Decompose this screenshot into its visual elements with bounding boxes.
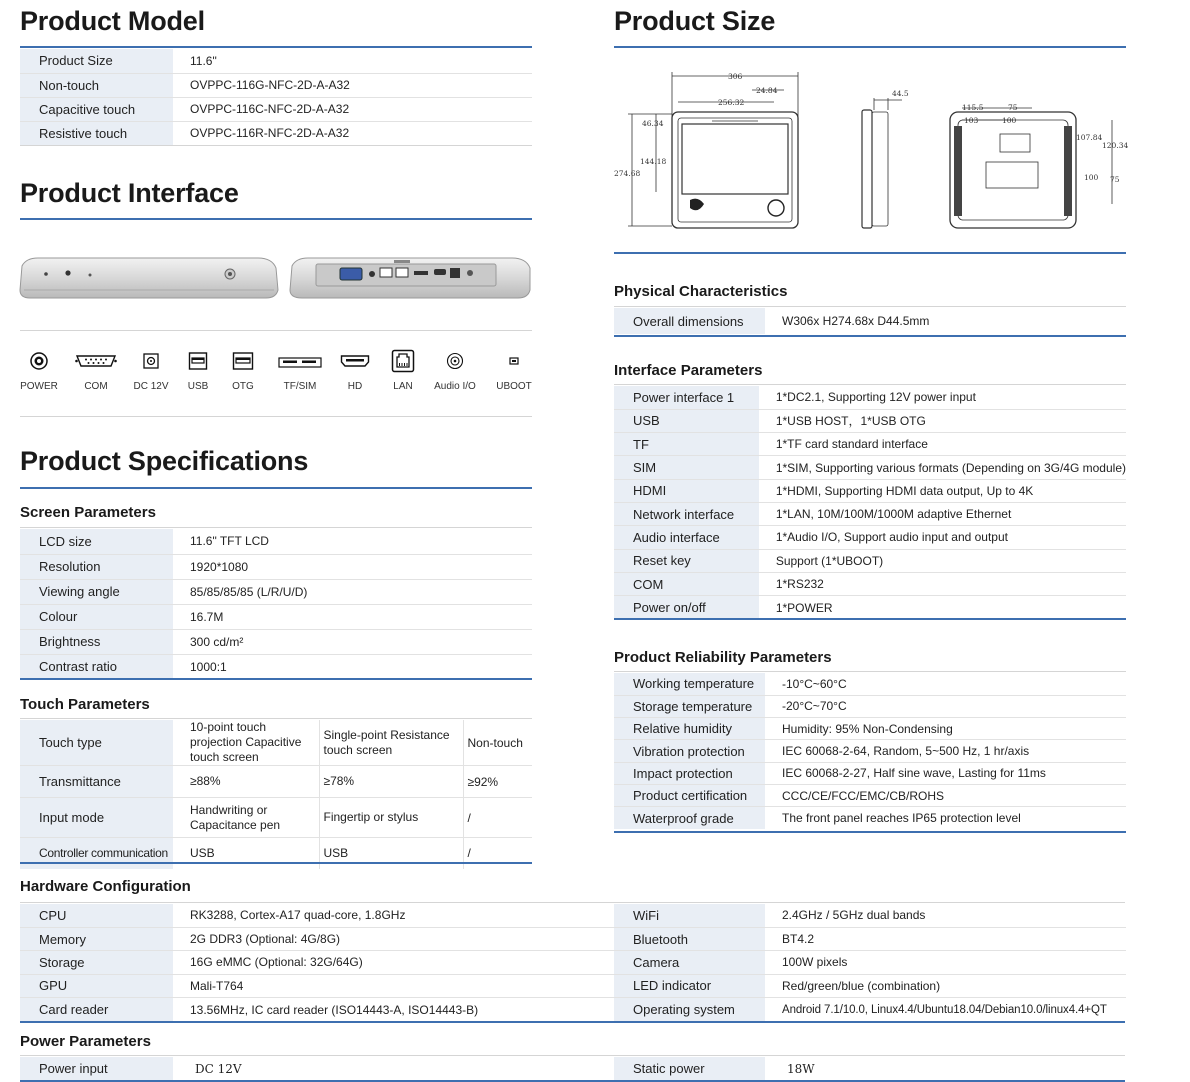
table-row (614, 409, 1126, 432)
table-row (614, 526, 1126, 549)
table-row (20, 798, 532, 838)
table-row (614, 479, 1126, 502)
row-label: Non-touch (20, 73, 173, 97)
dimension-drawing (612, 68, 1128, 236)
touch-parameters-table (20, 720, 532, 869)
row-label: Reset key (614, 549, 759, 572)
dim-mount-c: 103 (964, 116, 979, 125)
interface-com (66, 345, 126, 392)
row-label: Storage temperature (614, 695, 765, 717)
row-label: Storage (20, 951, 173, 974)
row-label: Controller communication (20, 838, 173, 869)
tf-sim-slot-icon (270, 345, 330, 377)
row-value: Humidity: 95% Non-Condensing (765, 718, 1126, 740)
row-value: BT4.2 (765, 927, 1126, 950)
interface-audio (425, 345, 485, 392)
row-value: 100W pixels (765, 951, 1126, 974)
product-model-title: Product Model (20, 6, 205, 36)
power-port-icon (9, 345, 69, 377)
table-row (614, 572, 1126, 595)
divider (20, 902, 1125, 903)
row-value: 1*POWER (775, 600, 833, 615)
table-row (614, 596, 1126, 619)
row-value: IEC 60068-2-27, Half sine wave, Lasting for 11ms (765, 762, 1126, 784)
section-rule (20, 1021, 1125, 1023)
row-label: Power interface 1 (614, 386, 759, 409)
table-row (614, 1057, 1126, 1080)
row-value: / (463, 838, 532, 869)
divider (614, 384, 1126, 385)
row-value: 85/85/85/85 (L/R/U/D) (173, 579, 532, 604)
row-label: USB (614, 409, 759, 432)
row-value: ≥88% (173, 766, 319, 798)
table-row (20, 529, 532, 554)
row-label: Viewing angle (20, 579, 173, 604)
row-label: Memory (20, 927, 173, 950)
row-value: CCC/CE/FCC/EMC/CB/ROHS (765, 784, 1126, 806)
row-label: Power on/off (614, 596, 759, 619)
interface-label: UBOOT (496, 381, 532, 392)
dim-inner-width: 256.32 (718, 98, 745, 107)
table-row (614, 502, 1126, 525)
divider (20, 718, 532, 719)
dim-mount-g: 100 (1084, 173, 1099, 182)
table-row (20, 654, 532, 679)
power-parameters-title: Power Parameters (20, 1033, 151, 1050)
interface-label: COM (84, 381, 108, 392)
table-row (614, 974, 1126, 997)
divider (20, 330, 532, 331)
row-label: Touch type (20, 720, 173, 766)
interface-label: POWER (20, 381, 58, 392)
interface-label: LAN (393, 381, 413, 392)
table-row (614, 807, 1126, 829)
row-value: Single-point Resistance touch screen (319, 720, 463, 766)
row-value: 10-point touch projection Capacitive touch screen (173, 720, 319, 766)
section-rule (614, 831, 1126, 833)
screen-parameters-table (20, 529, 532, 679)
row-label: Transmittance (20, 766, 173, 798)
row-value: 1*RS232 (759, 572, 1126, 595)
device-left-side-image (18, 254, 280, 302)
interface-label: Audio I/O (434, 381, 476, 392)
table-row (20, 974, 616, 997)
row-value: -20°C~70°C (765, 695, 1126, 717)
row-value: USB (319, 838, 463, 869)
row-label: GPU (20, 974, 173, 997)
row-value: 16G eMMC (Optional: 32G/64G) (173, 951, 616, 974)
table-row (20, 604, 532, 629)
row-label: Card reader (20, 998, 173, 1021)
row-label: TF (614, 433, 759, 456)
device-port-side-image (288, 254, 532, 302)
table-row (614, 308, 1126, 334)
row-label: Audio interface (614, 526, 759, 549)
otg-port-icon (213, 345, 273, 377)
product-interface-title: Product Interface (20, 178, 239, 208)
interface-label: OTG (232, 381, 254, 392)
row-label: SIM (614, 456, 759, 479)
table-row (20, 927, 616, 950)
row-value: 11.6" TFT LCD (173, 529, 532, 554)
table-row (614, 433, 1126, 456)
dim-mount-a: 115.5 (962, 103, 984, 112)
hardware-left-table (20, 904, 616, 1021)
table-row (20, 73, 532, 97)
row-label: Bluetooth (614, 927, 765, 950)
table-row (20, 49, 532, 73)
table-row (614, 998, 1126, 1021)
interface-power (9, 345, 69, 392)
dim-bezel-top: 24.84 (756, 86, 778, 95)
row-label: Working temperature (614, 673, 765, 695)
row-label: LED indicator (614, 974, 765, 997)
row-label: Capacitive touch (20, 97, 173, 121)
row-label: Input mode (20, 798, 173, 838)
dim-mount-h: 75 (1110, 175, 1120, 184)
row-value: 1*SIM, Supporting various formats (Depending on 3G/4G module) (759, 456, 1126, 479)
row-label: Vibration protection (614, 740, 765, 762)
row-value: 1*Audio I/O, Support audio input and output (759, 526, 1126, 549)
row-label: Colour (20, 604, 173, 629)
row-value: 18W (787, 1061, 815, 1076)
uboot-button-icon (484, 345, 544, 377)
interface-lan (373, 345, 433, 392)
dim-mount-f: 120.34 (1102, 141, 1128, 150)
row-label: COM (614, 572, 759, 595)
section-rule (614, 618, 1126, 620)
title-rule (614, 46, 1126, 48)
row-value: Support (1*UBOOT) (759, 549, 1126, 572)
lan-port-icon (373, 345, 433, 377)
row-value: 13.56MHz, IC card reader (ISO14443-A, ISO14443-B) (190, 1002, 479, 1017)
table-row (20, 951, 616, 974)
row-value: IEC 60068-2-64, Random, 5~500 Hz, 1 hr/axis (765, 740, 1126, 762)
row-value: 1*DC2.1, Supporting 12V power input (759, 386, 1126, 409)
hardware-right-table (614, 904, 1126, 1021)
table-row (614, 673, 1126, 695)
divider (20, 145, 532, 146)
dim-mount-d: 100 (1002, 116, 1017, 125)
interface-parameters-table (614, 386, 1126, 619)
table-row (614, 695, 1126, 717)
section-rule (20, 862, 532, 864)
row-value: The front panel reaches IP65 protection level (782, 811, 1021, 826)
divider (614, 306, 1126, 307)
row-label: WiFi (614, 904, 765, 927)
section-rule (20, 678, 532, 680)
audio-port-icon (425, 345, 485, 377)
screen-parameters-title: Screen Parameters (20, 504, 156, 521)
section-rule (614, 335, 1126, 337)
table-row (614, 762, 1126, 784)
com-port-icon (66, 345, 126, 377)
row-value: 1*USB HOST，1*USB OTG (759, 409, 1126, 432)
row-label: Network interface (614, 502, 759, 525)
table-row (20, 579, 532, 604)
row-value: ≥92% (463, 766, 532, 798)
table-row (20, 1057, 616, 1080)
table-row (614, 740, 1126, 762)
dim-height: 274.68 (614, 169, 641, 178)
row-value: W306x H274.68x D44.5mm (782, 314, 930, 328)
dim-mount-b: 75 (1008, 103, 1018, 112)
power-left-table (20, 1057, 616, 1080)
interface-otg (213, 345, 273, 392)
table-row (20, 97, 532, 121)
row-label: Power input (20, 1057, 173, 1080)
interface-label: DC 12V (133, 381, 169, 392)
title-rule (20, 218, 532, 220)
row-value: 1000:1 (190, 659, 227, 674)
table-row (20, 629, 532, 654)
row-value: OVPPC-116G-NFC-2D-A-A32 (173, 73, 532, 97)
row-label: HDMI (614, 479, 759, 502)
row-value: Handwriting or Capacitance pen (173, 798, 319, 838)
row-value: Non-touch (463, 720, 532, 766)
interface-label: USB (187, 381, 209, 392)
row-label: Impact protection (614, 762, 765, 784)
row-value: 2G DDR3 (Optional: 4G/8G) (173, 927, 616, 950)
table-row (20, 720, 532, 766)
row-value: DC 12V (195, 1061, 242, 1076)
row-value: ≥78% (319, 766, 463, 798)
row-label: CPU (20, 904, 173, 927)
product-specifications-title: Product Specifications (20, 446, 309, 476)
table-row (20, 998, 616, 1021)
title-rule (20, 46, 532, 48)
interface-label: TF/SIM (283, 381, 317, 392)
row-value: USB (190, 845, 215, 860)
row-value: OVPPC-116R-NFC-2D-A-A32 (190, 126, 350, 141)
title-rule (20, 487, 532, 489)
row-value: 2.4GHz / 5GHz dual bands (765, 904, 1126, 927)
power-right-table (614, 1057, 1126, 1080)
row-label: Brightness (20, 629, 173, 654)
row-label: Contrast ratio (20, 654, 173, 679)
divider (20, 527, 532, 528)
row-label: Static power (614, 1057, 765, 1080)
product-model-table (20, 49, 532, 145)
table-row (614, 718, 1126, 740)
row-value: OVPPC-116C-NFC-2D-A-A32 (173, 97, 532, 121)
row-value: RK3288, Cortex-A17 quad-core, 1.8GHz (173, 904, 616, 927)
interface-label: HD (347, 381, 363, 392)
row-value: 1*HDMI, Supporting HDMI data output, Up to 4K (759, 479, 1126, 502)
row-value: Android 7.1/10.0, Linux4.4/Ubuntu18.04/Debian10.0/linux4.4+QT (782, 1003, 1107, 1016)
table-row (614, 456, 1126, 479)
row-value: 1*LAN, 10M/100M/1000M adaptive Ethernet (759, 502, 1126, 525)
table-row (20, 904, 616, 927)
row-value: Fingertip or stylus (319, 798, 463, 838)
touch-parameters-title: Touch Parameters (20, 696, 150, 713)
hardware-configuration-title: Hardware Configuration (20, 878, 191, 895)
row-label: Resolution (20, 554, 173, 579)
dim-top-offset: 46.34 (642, 119, 664, 128)
table-row (20, 766, 532, 798)
row-label: Resistive touch (20, 121, 173, 145)
row-label: Camera (614, 951, 765, 974)
row-label: Product Size (20, 49, 173, 73)
reliability-table (614, 673, 1126, 829)
interface-tf-sim (270, 345, 330, 392)
row-value: 1920*1080 (173, 554, 532, 579)
dim-depth: 44.5 (892, 89, 909, 98)
table-row (614, 904, 1126, 927)
row-value: 300 cd/m² (173, 629, 532, 654)
row-value: 1*TF card standard interface (759, 433, 1126, 456)
table-row (614, 927, 1126, 950)
table-row (614, 549, 1126, 572)
table-row (20, 121, 532, 145)
divider (614, 671, 1126, 672)
dim-mount-e: 107.84 (1076, 133, 1103, 142)
row-label: Relative humidity (614, 718, 765, 740)
reliability-parameters-title: Product Reliability Parameters (614, 649, 832, 666)
dim-width: 306 (728, 72, 743, 81)
section-rule (614, 252, 1126, 254)
table-row (614, 784, 1126, 806)
table-row (614, 386, 1126, 409)
row-value: 11.6" (173, 49, 532, 73)
row-label: Product certification (614, 784, 765, 806)
row-value: 16.7M (173, 604, 532, 629)
table-row (20, 554, 532, 579)
row-value: / (463, 798, 532, 838)
divider (20, 1055, 1125, 1056)
row-label: Operating system (614, 998, 765, 1021)
interface-uboot (484, 345, 544, 392)
physical-table (614, 308, 1126, 334)
row-value: -10°C~60°C (765, 673, 1126, 695)
row-value: Red/green/blue (combination) (765, 974, 1126, 997)
product-size-title: Product Size (614, 6, 776, 36)
interface-parameters-title: Interface Parameters (614, 362, 763, 379)
physical-characteristics-title: Physical Characteristics (614, 283, 788, 300)
row-label: Overall dimensions (614, 308, 765, 334)
row-value: Mali-T764 (173, 974, 616, 997)
row-label: Waterproof grade (614, 807, 765, 829)
table-row (614, 951, 1126, 974)
dim-inner-height: 144.18 (640, 157, 667, 166)
divider (20, 416, 532, 417)
row-label: LCD size (20, 529, 173, 554)
